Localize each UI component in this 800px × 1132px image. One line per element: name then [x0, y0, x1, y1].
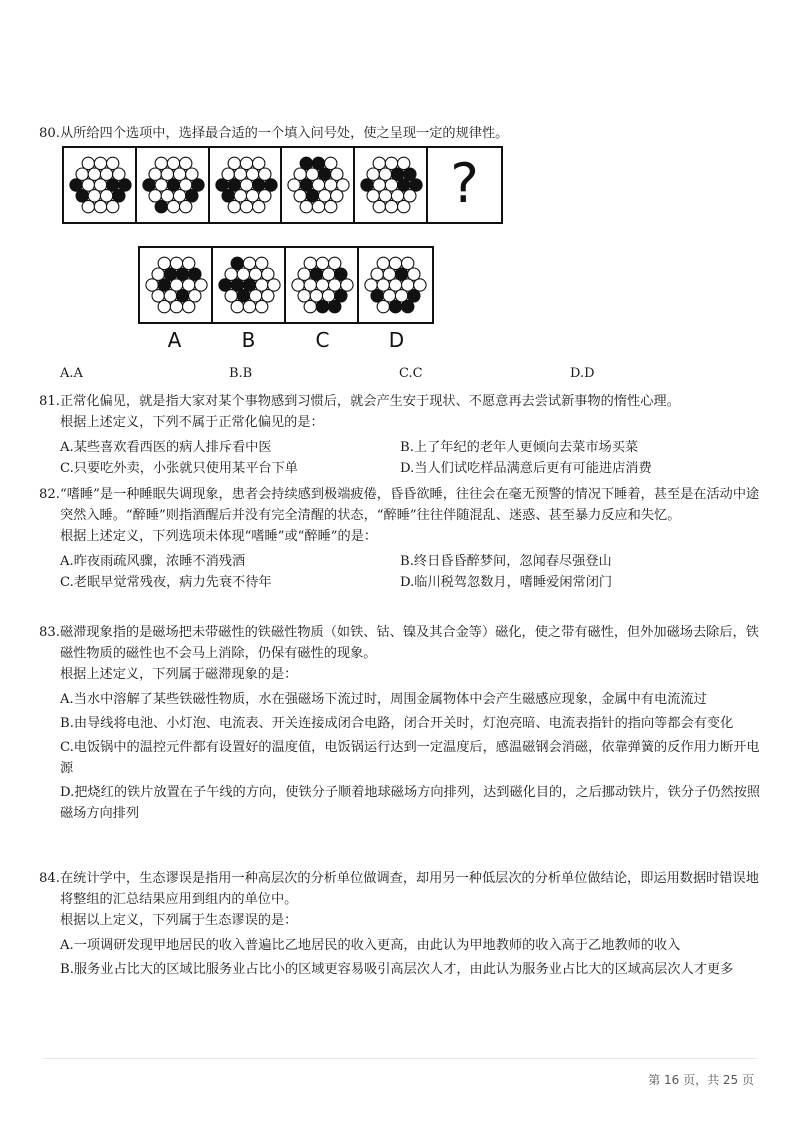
question-83: [39, 622, 761, 824]
option-c[interactable]: C.只要吃外卖，小张就只使用某平台下单: [60, 461, 298, 476]
hex-circle-figure: [286, 248, 359, 322]
option-figure-b: [213, 248, 286, 322]
white-circle: [377, 300, 389, 312]
hex-circle-figure: [359, 248, 432, 322]
answer-option-b[interactable]: B.B: [229, 366, 253, 381]
option-a[interactable]: A.昨夜雨疏风骤，浓睡不消残酒: [60, 554, 246, 569]
white-circle: [158, 300, 170, 312]
option-b[interactable]: B.终日昏昏醉梦间，忽闻春尽强登山: [400, 554, 612, 569]
answer-option-c[interactable]: C.C: [399, 366, 423, 381]
option-a[interactable]: A.某些喜欢看西医的病人排斥看中医: [60, 440, 272, 455]
option-letter-c: C: [315, 328, 330, 352]
question-80-answers: [60, 366, 760, 384]
hex-circle-figure: [282, 148, 355, 222]
question-82-prompt: 根据上述定义，下列选项未体现“嗜睡”或“醉睡”的是：: [60, 529, 378, 544]
white-circle: [325, 200, 337, 212]
hex-circle-figure: [213, 248, 286, 322]
question-80-stem: 80.从所给四个选项中，选择最合适的一个填入问号处，使之呈现一定的规律性。: [39, 126, 509, 141]
option-letter-a: A: [167, 328, 182, 352]
white-circle: [243, 300, 255, 312]
white-circle: [240, 200, 252, 212]
question-mark: ?: [450, 152, 479, 215]
option-figure-row: [138, 246, 434, 324]
white-circle: [170, 300, 182, 312]
option-a[interactable]: A.当水中溶解了某些铁磁性物质，水在强磁场下流过时，周围金属物体中会产生磁感应现象，金属中有电流流过: [60, 692, 707, 707]
white-circle: [107, 200, 119, 212]
option-letters: [138, 328, 438, 352]
option-d[interactable]: D.当人们试吃样品满意后更有可能进店消费: [400, 461, 652, 476]
white-circle: [398, 200, 410, 212]
option-figure-a: [140, 248, 213, 322]
white-circle: [94, 200, 106, 212]
option-b[interactable]: B.由导线将电池、小灯泡、电流表、开关连接成闭合电路，闭合开关时，灯泡亮暗、电流表指针的指向等都会有变化: [60, 716, 734, 731]
white-circle: [179, 200, 191, 212]
sequence-figure-3: [210, 148, 283, 222]
footer-divider: [44, 1058, 756, 1059]
question-82: [39, 484, 761, 593]
question-mark-cell: [428, 148, 501, 222]
white-circle: [386, 200, 398, 212]
option-figure-d: [359, 248, 432, 322]
hex-circle-figure: [64, 148, 137, 222]
white-circle: [183, 300, 195, 312]
question-83-prompt: 根据上述定义，下列属于磁滞现象的是：: [60, 667, 298, 682]
black-circle: [316, 300, 328, 312]
option-letter-b: B: [241, 328, 256, 352]
white-circle: [304, 300, 316, 312]
option-a[interactable]: A.一项调研发现甲地居民的收入普遍比乙地居民的收入更高，由此认为甲地教师的收入高于乙地教师的收入: [60, 938, 681, 953]
hex-circle-figure: [137, 148, 210, 222]
white-circle: [301, 200, 313, 212]
white-circle: [256, 300, 268, 312]
white-circle: [231, 300, 243, 312]
option-b[interactable]: B.上了年纪的老年人更倾向去菜市场买菜: [400, 440, 639, 455]
hex-circle-figure: [140, 248, 213, 322]
question-84-stem: 84.在统计学中，生态谬误是指用一种高层次的分析单位做调查，却用另一种低层次的分析单位做结论，即运用数据时错误地将整组的汇总结果应用到组内的单位中。: [39, 871, 759, 907]
question-83-options: [39, 689, 761, 824]
white-circle: [167, 200, 179, 212]
option-figure-c: [286, 248, 359, 322]
sequence-figure-5: [355, 148, 428, 222]
black-circle: [389, 300, 401, 312]
sequence-figure-1: [64, 148, 137, 222]
white-circle: [228, 200, 240, 212]
question-84: [39, 868, 761, 980]
question-82-options: [39, 551, 761, 593]
question-82-stem: 82.“嗜睡”是一种睡眠失调现象，患者会持续感到极端疲倦，昏昏欲睡，往往会在毫无预警的情况下睡着，甚至是在活动中途突然入睡。“醉睡”则指酒醒后并没有完全清醒的状态，“醉睡”往往伴随混乱、迷惑、甚至暴力反应和失忆。: [39, 487, 760, 523]
page-number: 第 16 页，共 25 页: [648, 1073, 754, 1087]
answer-option-d[interactable]: D.D: [570, 366, 595, 381]
hex-circle-figure: [355, 148, 428, 222]
option-b[interactable]: B.服务业占比大的区域比服务业占比小的区域更容易吸引高层次人才，由此认为服务业占比大的区域高层次人才更多: [60, 962, 734, 977]
sequence-figure-4: [282, 148, 355, 222]
option-c[interactable]: C.电饭锅中的温控元件都有设置好的温度值，电饭锅运行达到一定温度后，感温磁钢会消磁，依靠弹簧的反作用力断开电源: [60, 740, 760, 776]
white-circle: [82, 200, 94, 212]
question-81-options: [39, 437, 761, 479]
white-circle: [373, 200, 385, 212]
sequence-figure-2: [137, 148, 210, 222]
black-circle: [329, 300, 341, 312]
question-84-prompt: 根据以上定义，下列属于生态谬误的是：: [60, 913, 298, 928]
question-83-stem: 83.磁滞现象指的是磁场把未带磁性的铁磁性物质（如铁、钴、镍及其合金等）磁化，使之带有磁性，但外加磁场去除后，铁磁性物质的磁性也不会马上消除，仍保有磁性的现象。: [39, 625, 759, 661]
white-circle: [252, 200, 264, 212]
answer-option-a[interactable]: A.A: [60, 366, 83, 381]
question-81-prompt: 根据上述定义，下列不属于正常化偏见的是：: [60, 415, 324, 430]
option-c[interactable]: C.老眠早觉常残夜，病力先衰不待年: [60, 575, 272, 590]
question-81-stem: 81.正常化偏见，就是指大家对某个事物感到习惯后，就会产生安于现状、不愿意再去尝试新事物的惰性心理。: [39, 394, 680, 409]
option-letter-d: D: [388, 328, 405, 352]
black-circle: [402, 300, 414, 312]
black-circle: [155, 200, 167, 212]
option-d[interactable]: D.把烧红的铁片放置在子午线的方向，使铁分子顺着地球磁场方向排列，达到磁化目的，之后挪动铁片，铁分子仍然按照磁场方向排列: [60, 785, 761, 821]
hex-circle-figure: [210, 148, 283, 222]
question-84-options: [39, 935, 761, 980]
white-circle: [313, 200, 325, 212]
question-figure-sequence: [62, 146, 503, 224]
option-d[interactable]: D.临川税驾忽数月，嗜睡爱闲常闭门: [400, 575, 613, 590]
question-81: [39, 391, 761, 479]
